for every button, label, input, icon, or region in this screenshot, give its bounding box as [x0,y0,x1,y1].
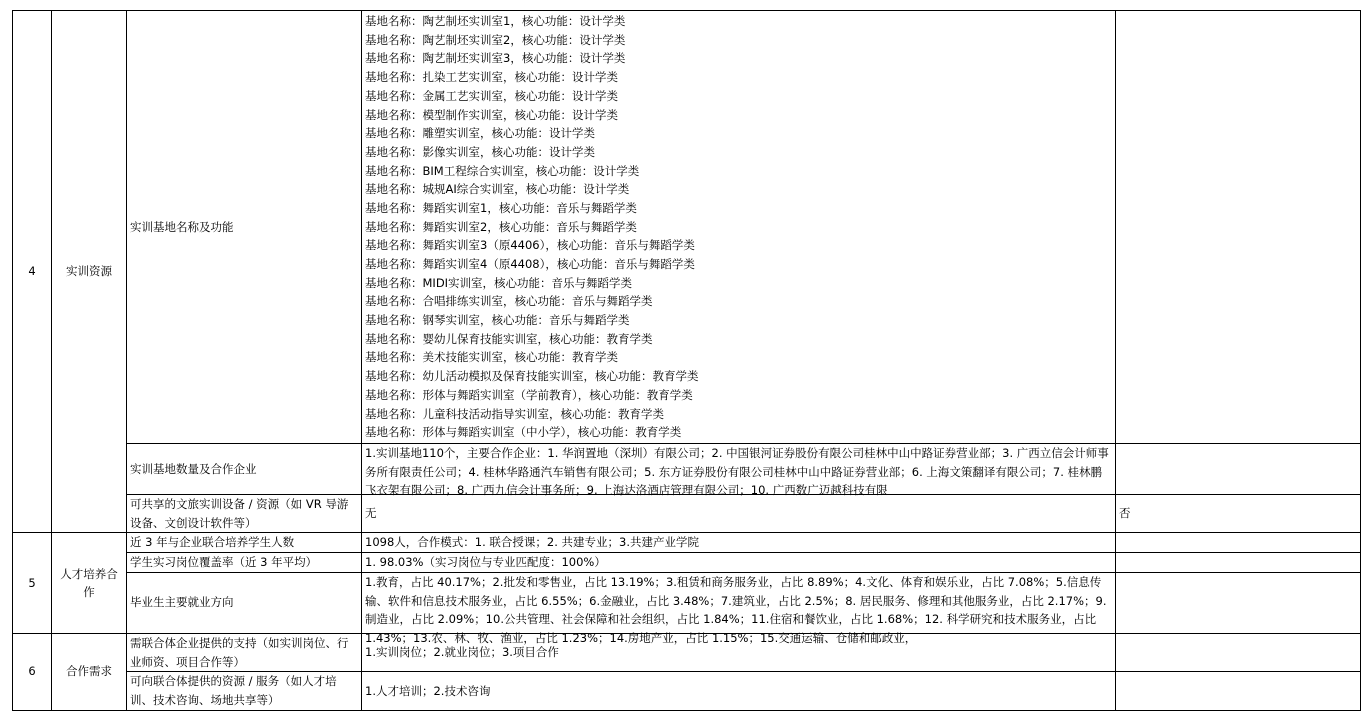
need-value: 1.实训岗位；2.就业岗位；3.项目合作 [362,633,1116,671]
partners-text: 1.实训基地110个，主要合作企业：1. 华润置地（深圳）有限公司；2. 中国银河证券股份有限公司桂林中山中路证券营业部；3. 广西立信会计师事务所有限责任公司；4. 桂林华路通汽车销售有限公司；5. 东方证券股份有限公司桂林中山中路证券营业部；6. 上海文策翻译有限公司；7. 桂林鹏飞衣架有限公司；8. 广西九信会计事务所；9. 上海达洛酒店管理有限公司；10. 广西数广迈越科技有限 [365,446,1109,498]
item-label: 实训基地数量及合作企业 [127,444,362,495]
list-item: 基地名称：陶艺制坯实训室1，核心功能：设计学类 [365,14,626,29]
list-item: 基地名称：幼儿活动模拟及保育技能实训室，核心功能：教育学类 [365,369,699,384]
offer-value: 1.人才培训；2.技术咨询 [362,672,1116,710]
list-item: 基地名称：城规AI综合实训室，核心功能：设计学类 [365,182,630,197]
students-value: 1098人，合作模式：1. 联合授课；2. 共建专业；3.共建产业学院 [362,533,1116,553]
row-number: 4 [13,11,52,533]
list-item: 基地名称：模型制作实训室，核心功能：设计学类 [365,107,618,122]
list-item: 基地名称：金属工艺实训室，核心功能：设计学类 [365,88,618,103]
item-label: 需联合体企业提供的支持（如实训岗位、行业师资、项目合作等） [127,633,362,671]
employment-cell [362,572,1116,645]
list-item: 基地名称：舞蹈实训室2，核心功能：音乐与舞蹈学类 [365,219,637,234]
empty-cell [1116,572,1361,633]
coverage-value: 1. 98.03%（实习岗位与专业匹配度：100%） [362,553,1116,573]
list-item: 基地名称：形体与舞蹈实训室（中小学），核心功能：教育学类 [365,425,682,440]
list-item: 基地名称：雕塑实训室，核心功能：设计学类 [365,126,595,141]
list-item: 基地名称：影像实训室，核心功能：设计学类 [365,144,595,159]
list-item: 基地名称：陶艺制坯实训室3，核心功能：设计学类 [365,51,626,66]
category-cell: 实训资源 [52,11,127,533]
empty-cell [1116,533,1361,553]
partners-cell [362,444,1116,498]
list-item: 基地名称：儿童科技活动指导实训室，核心功能：教育学类 [365,406,664,421]
item-label: 近 3 年与企业联合培养学生人数 [127,533,362,553]
list-item: 基地名称：形体与舞蹈实训室（学前教育），核心功能：教育学类 [365,387,693,402]
list-item: 基地名称：婴幼儿保育技能实训室，核心功能：教育学类 [365,331,653,346]
table-row [13,533,1361,553]
list-item: 基地名称：陶艺制坯实训室2，核心功能：设计学类 [365,32,626,47]
empty-cell [1116,633,1361,671]
list-item: 基地名称：合唱排练实训室，核心功能：音乐与舞蹈学类 [365,294,653,309]
list-item: 基地名称：舞蹈实训室4（原4408），核心功能：音乐与舞蹈学类 [365,257,695,272]
empty-cell [1116,11,1361,444]
category-cell: 人才培养合作 [52,533,127,633]
employment-text: 1.教育，占比 40.17%；2.批发和零售业，占比 13.19%；3.租赁和商务服务业，占比 8.89%；4.文化、体育和娱乐业，占比 7.08%；5.信息传输、软件和信息技术服务业，占比 6.55%；6.金融业，占比 3.48%；7.建筑业，占比 2.5%；8. 居民服务、修理和其他服务业，占比 2.17%；9.制造业，占比 2.09%；10.公共管理、社会保障和社会组织，占比 1.84%；11.住宿和餐饮业，占比 1.68%；12. 科学研究和技术服务业，占比 1.43%；13.农、林、牧、渔业，占比 1.23%；14.房地产业，占比 1.15%；15.交通运输、仓储和邮政业， [365,574,1107,645]
shared-value: 无 [362,495,1116,533]
item-label: 可共享的文旅实训设备 / 资源（如 VR 导游设备、文创设计软件等） [127,495,362,533]
table-row [13,553,1361,573]
row-number: 6 [13,633,52,710]
table-row [13,672,1361,710]
item-label: 学生实习岗位覆盖率（近 3 年平均） [127,553,362,573]
bases-list-cell [362,11,1116,444]
list-item: 基地名称：美术技能实训室，核心功能：教育学类 [365,350,618,365]
row-number: 5 [13,533,52,633]
empty-cell [1116,553,1361,573]
list-item: 基地名称：扎染工艺实训室，核心功能：设计学类 [365,70,618,85]
category-cell: 合作需求 [52,633,127,710]
shared-extra: 否 [1116,495,1361,533]
resource-table [12,10,1361,711]
empty-cell [1116,672,1361,710]
list-item: 基地名称：BIM工程综合实训室，核心功能：设计学类 [365,163,640,178]
item-label: 毕业生主要就业方向 [127,572,362,633]
table-row [13,495,1361,533]
empty-cell [1116,444,1361,495]
list-item: 基地名称：MIDI实训室，核心功能：音乐与舞蹈学类 [365,275,633,290]
item-label: 可向联合体提供的资源 / 服务（如人才培训、技术咨询、场地共享等） [127,672,362,710]
table-row [13,444,1361,495]
list-item: 基地名称：钢琴实训室，核心功能：音乐与舞蹈学类 [365,313,630,328]
list-item: 基地名称：舞蹈实训室3（原4406），核心功能：音乐与舞蹈学类 [365,238,695,253]
list-item: 基地名称：舞蹈实训室1，核心功能：音乐与舞蹈学类 [365,200,637,215]
table-row [13,572,1361,633]
item-label: 实训基地名称及功能 [127,11,362,444]
table-row [13,11,1361,444]
